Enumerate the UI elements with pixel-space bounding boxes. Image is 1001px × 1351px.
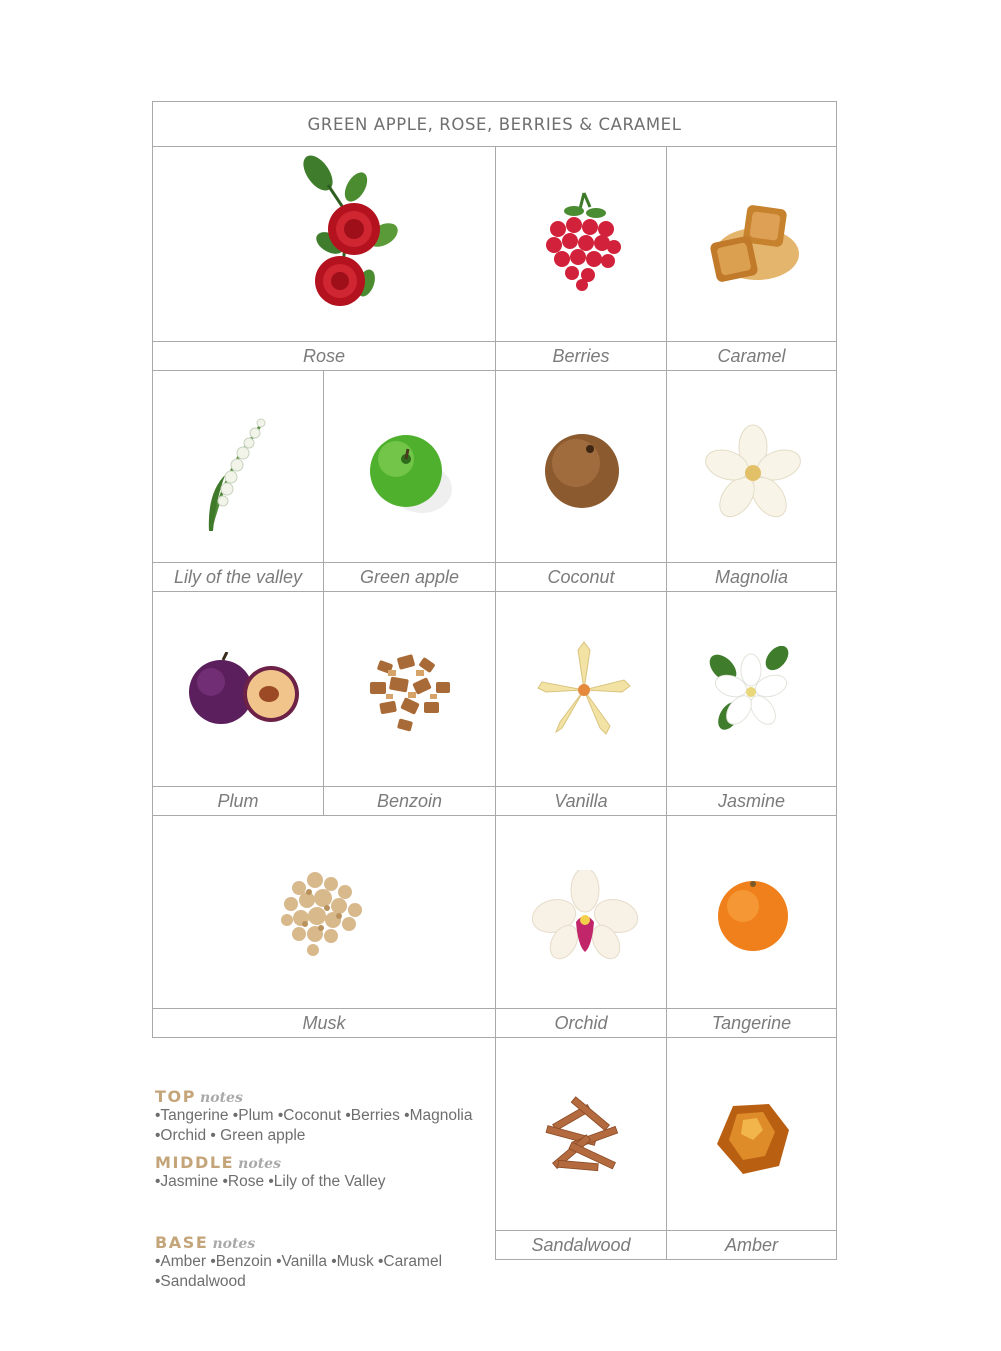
image-cell-coconut <box>495 370 667 563</box>
image-cell-lily <box>152 370 324 563</box>
base-notes-heading: BASE notes <box>155 1233 256 1252</box>
coconut-image <box>540 429 630 519</box>
amber-image <box>713 1100 793 1180</box>
lily-of-the-valley-image <box>201 413 281 533</box>
base-notes-line-1: •Amber •Benzoin •Vanilla •Musk •Caramel <box>155 1253 443 1270</box>
top-notes-line-2: •Orchid • Green apple <box>155 1127 306 1144</box>
jasmine-image <box>707 646 797 736</box>
label-caramel: Caramel <box>666 341 837 371</box>
image-cell-orchid <box>495 815 667 1009</box>
top-notes <box>155 1087 472 1146</box>
image-cell-sandalwood <box>495 1037 667 1231</box>
label-magnolia: Magnolia <box>666 562 837 592</box>
label-coconut: Coconut <box>495 562 667 592</box>
plum-image <box>183 652 303 732</box>
label-vanilla: Vanilla <box>495 786 667 816</box>
image-cell-benzoin <box>323 591 496 787</box>
image-cell-tangerine <box>666 815 837 1009</box>
middle-notes-line-1: •Jasmine •Rose •Lily of the Valley <box>155 1173 386 1190</box>
benzoin-image <box>358 642 468 742</box>
label-benzoin: Benzoin <box>323 786 496 816</box>
image-cell-caramel <box>666 146 837 342</box>
tangerine-image <box>715 878 795 958</box>
label-sandalwood: Sandalwood <box>495 1230 667 1260</box>
musk-image <box>269 858 379 968</box>
top-notes-heading: TOP notes <box>155 1087 243 1106</box>
image-cell-green-apple <box>323 370 496 563</box>
label-musk: Musk <box>152 1008 496 1038</box>
base-notes-line-2: •Sandalwood <box>155 1273 246 1290</box>
top-notes-line-1: •Tangerine •Plum •Coconut •Berries •Magnolia <box>155 1107 473 1124</box>
label-jasmine: Jasmine <box>666 786 837 816</box>
image-cell-amber <box>666 1037 837 1231</box>
label-orchid: Orchid <box>495 1008 667 1038</box>
middle-notes <box>155 1153 386 1192</box>
label-amber: Amber <box>666 1230 837 1260</box>
image-cell-musk <box>152 815 496 1009</box>
middle-notes-heading: MIDDLE notes <box>155 1153 281 1172</box>
image-cell-rose <box>152 146 496 342</box>
label-rose: Rose <box>152 341 496 371</box>
rose-image <box>268 155 408 325</box>
label-green-apple: Green apple <box>323 562 496 592</box>
image-cell-plum <box>152 591 324 787</box>
label-lily: Lily of the valley <box>152 562 324 592</box>
image-cell-vanilla <box>495 591 667 787</box>
berries-image <box>544 191 624 291</box>
image-cell-magnolia <box>666 370 837 563</box>
label-tangerine: Tangerine <box>666 1008 837 1038</box>
caramel-image <box>705 199 800 294</box>
page-title: GREEN APPLE, ROSE, BERRIES & CARAMEL <box>152 101 837 147</box>
magnolia-image <box>703 423 803 523</box>
vanilla-image <box>534 640 634 740</box>
green-apple-image <box>366 429 456 519</box>
image-cell-jasmine <box>666 591 837 787</box>
image-cell-berries <box>495 146 667 342</box>
base-notes <box>155 1233 442 1292</box>
orchid-image <box>530 870 640 970</box>
label-plum: Plum <box>152 786 324 816</box>
sandalwood-image <box>538 1096 628 1186</box>
label-berries: Berries <box>495 341 667 371</box>
